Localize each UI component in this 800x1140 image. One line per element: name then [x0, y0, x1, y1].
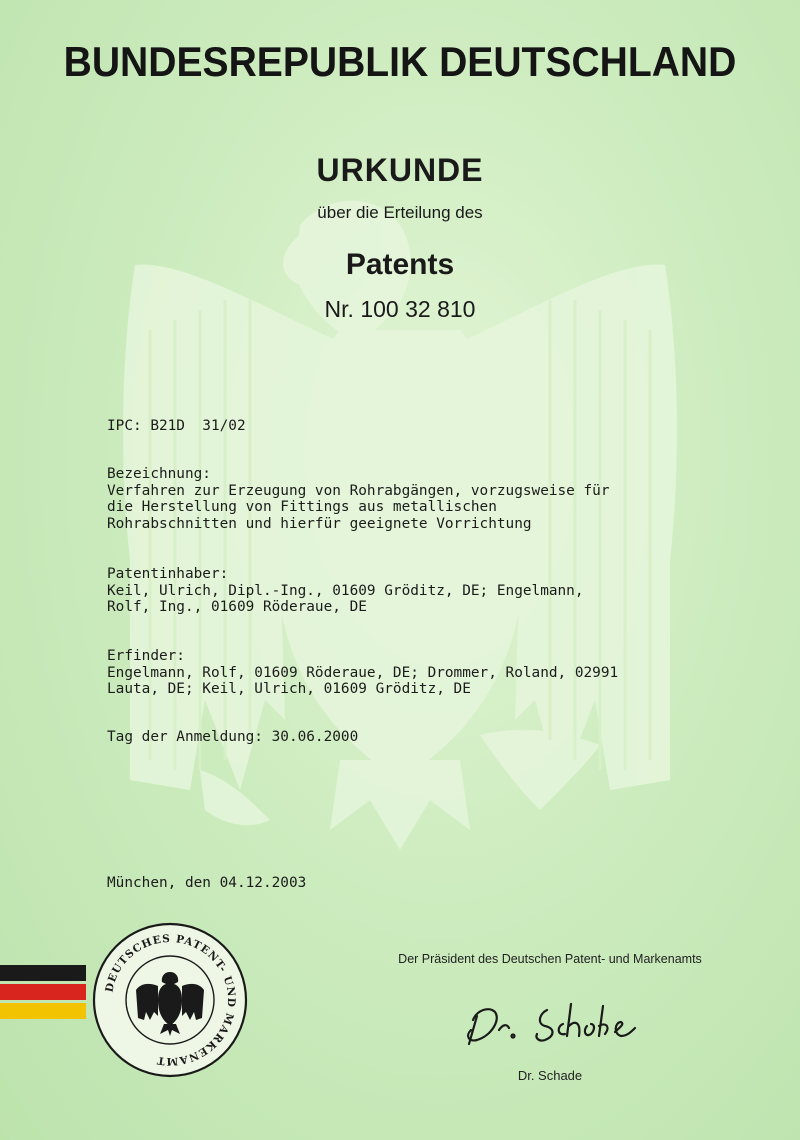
flag-stripe-red [0, 984, 86, 1000]
document-type-heading: URKUNDE [316, 152, 484, 188]
bezeichnung-section [107, 466, 610, 532]
erfinder-label: Erfinder: [107, 648, 185, 664]
seal-text: DEUTSCHES PATENT- UND MARKENAMT [103, 932, 238, 1068]
filing-date: Tag der Anmeldung: 30.06.2000 [107, 729, 359, 745]
country-title: BUNDESREPUBLIK DEUTSCHLAND [63, 38, 737, 85]
patentinhaber-label: Patentinhaber: [107, 566, 229, 582]
bezeichnung-line: Rohrabschnitten und hierfür geeignete Vorrichtung [107, 515, 532, 532]
president-title: Der Präsident des Deutschen Patent- und Markenamts [398, 952, 702, 966]
official-seal-icon [90, 920, 250, 1080]
signer-name: Dr. Schade [517, 1068, 583, 1083]
patentinhaber-section [107, 566, 584, 616]
ipc-classification: IPC: B21D 31/02 [107, 418, 246, 434]
bezeichnung-line: Verfahren zur Erzeugung von Rohrabgängen, vorzugsweise für [107, 482, 610, 499]
patent-number: Nr. 100 32 810 [324, 296, 476, 322]
bezeichnung-line: die Herstellung von Fittings aus metallischen [107, 499, 497, 515]
handwritten-signature [455, 990, 645, 1050]
patents-heading: Patents [345, 248, 455, 281]
patentinhaber-line: Keil, Ulrich, Dipl.-Ing., 01609 Gröditz, DE; Engelmann, [107, 582, 584, 599]
bezeichnung-label: Bezeichnung: [107, 466, 211, 482]
place-and-date: München, den 04.12.2003 [107, 875, 307, 891]
erfinder-line: Engelmann, Rolf, 01609 Röderaue, DE; Drommer, Roland, 02991 [107, 664, 619, 681]
patentinhaber-line: Rolf, Ing., 01609 Röderaue, DE [107, 599, 367, 615]
flag-stripe-black [0, 965, 86, 981]
erfinder-section [107, 648, 618, 698]
erfinder-line: Lauta, DE; Keil, Ulrich, 01609 Gröditz, DE [107, 681, 471, 697]
certificate-subtitle: über die Erteilung des [317, 203, 483, 222]
flag-stripe-gold [0, 1003, 86, 1019]
